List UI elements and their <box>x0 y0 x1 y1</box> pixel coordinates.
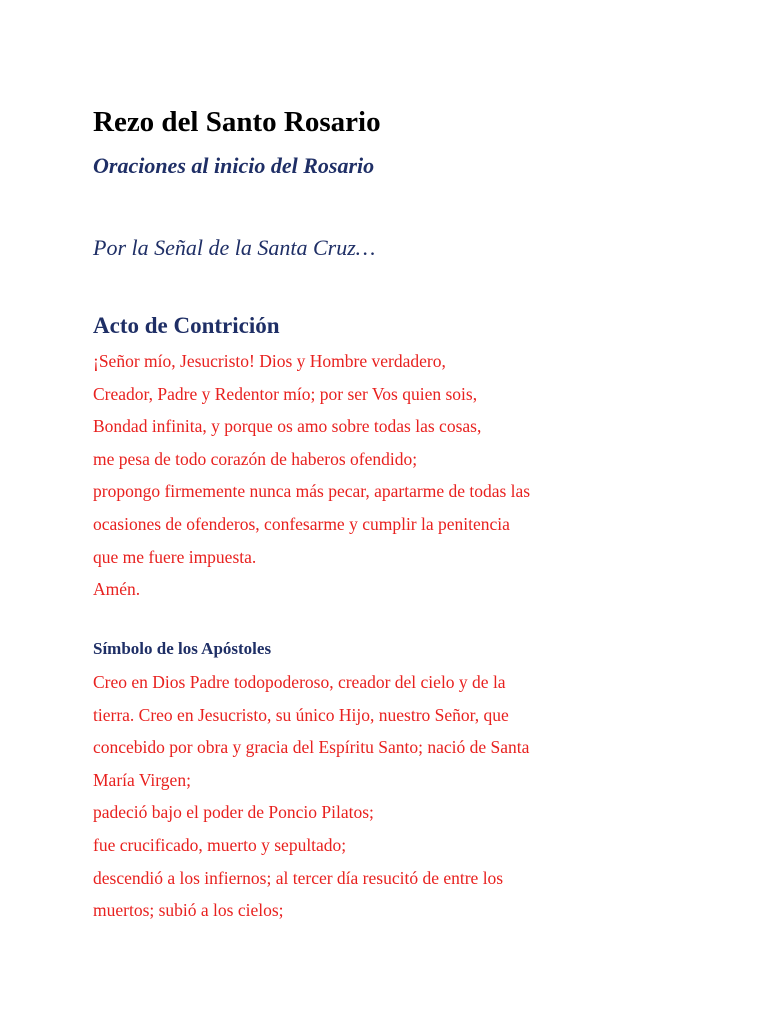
prayer-line: Amén. <box>93 579 141 600</box>
prayer-line: Creo en Dios Padre todopoderoso, creador del cielo y de la <box>93 672 506 692</box>
prayer-line: propongo firmemente nunca más pecar, apartarme de todas las <box>93 481 531 502</box>
prayer-line: me pesa de todo corazón de haberos ofendido; <box>93 448 418 469</box>
prayer-line: María Virgen; <box>93 769 191 790</box>
prayer-line: padeció bajo el poder de Poncio Pilatos; <box>93 802 374 823</box>
prayer-line: que me fuere impuesta. <box>93 546 257 567</box>
prayer-line: tierra. Creo en Jesucristo, su único Hijo, nuestro Señor, que <box>93 704 509 725</box>
simbolo-heading: Símbolo de los Apóstoles <box>93 639 272 658</box>
prayer-line: ocasiones de ofenderos, confesarme y cumplir la penitencia <box>93 513 510 534</box>
prayer-line: Creador, Padre y Redentor mío; por ser Vos quien sois, <box>93 383 478 404</box>
page-title: Rezo del Santo Rosario <box>93 106 381 138</box>
prayer-line: ¡Señor mío, Jesucristo! Dios y Hombre verdadero, <box>93 351 446 371</box>
page-subtitle: Oraciones al inicio del Rosario <box>93 153 375 178</box>
prayer-line: fue crucificado, muerto y sepultado; <box>93 834 347 855</box>
prayer-line: Bondad infinita, y porque os amo sobre todas las cosas, <box>93 416 482 437</box>
prayer-line: concebido por obra y gracia del Espíritu Santo; nació de Santa <box>93 737 530 758</box>
senal-de-la-cruz-line: Por la Señal de la Santa Cruz… <box>93 235 376 260</box>
prayer-line: muertos; subió a los cielos; <box>93 900 284 921</box>
simbolo-prayer <box>93 666 529 927</box>
prayer-line: descendió a los infiernos; al tercer día resucitó de entre los <box>93 867 504 888</box>
contricion-heading: Acto de Contrición <box>93 313 280 338</box>
contricion-prayer <box>93 345 530 606</box>
